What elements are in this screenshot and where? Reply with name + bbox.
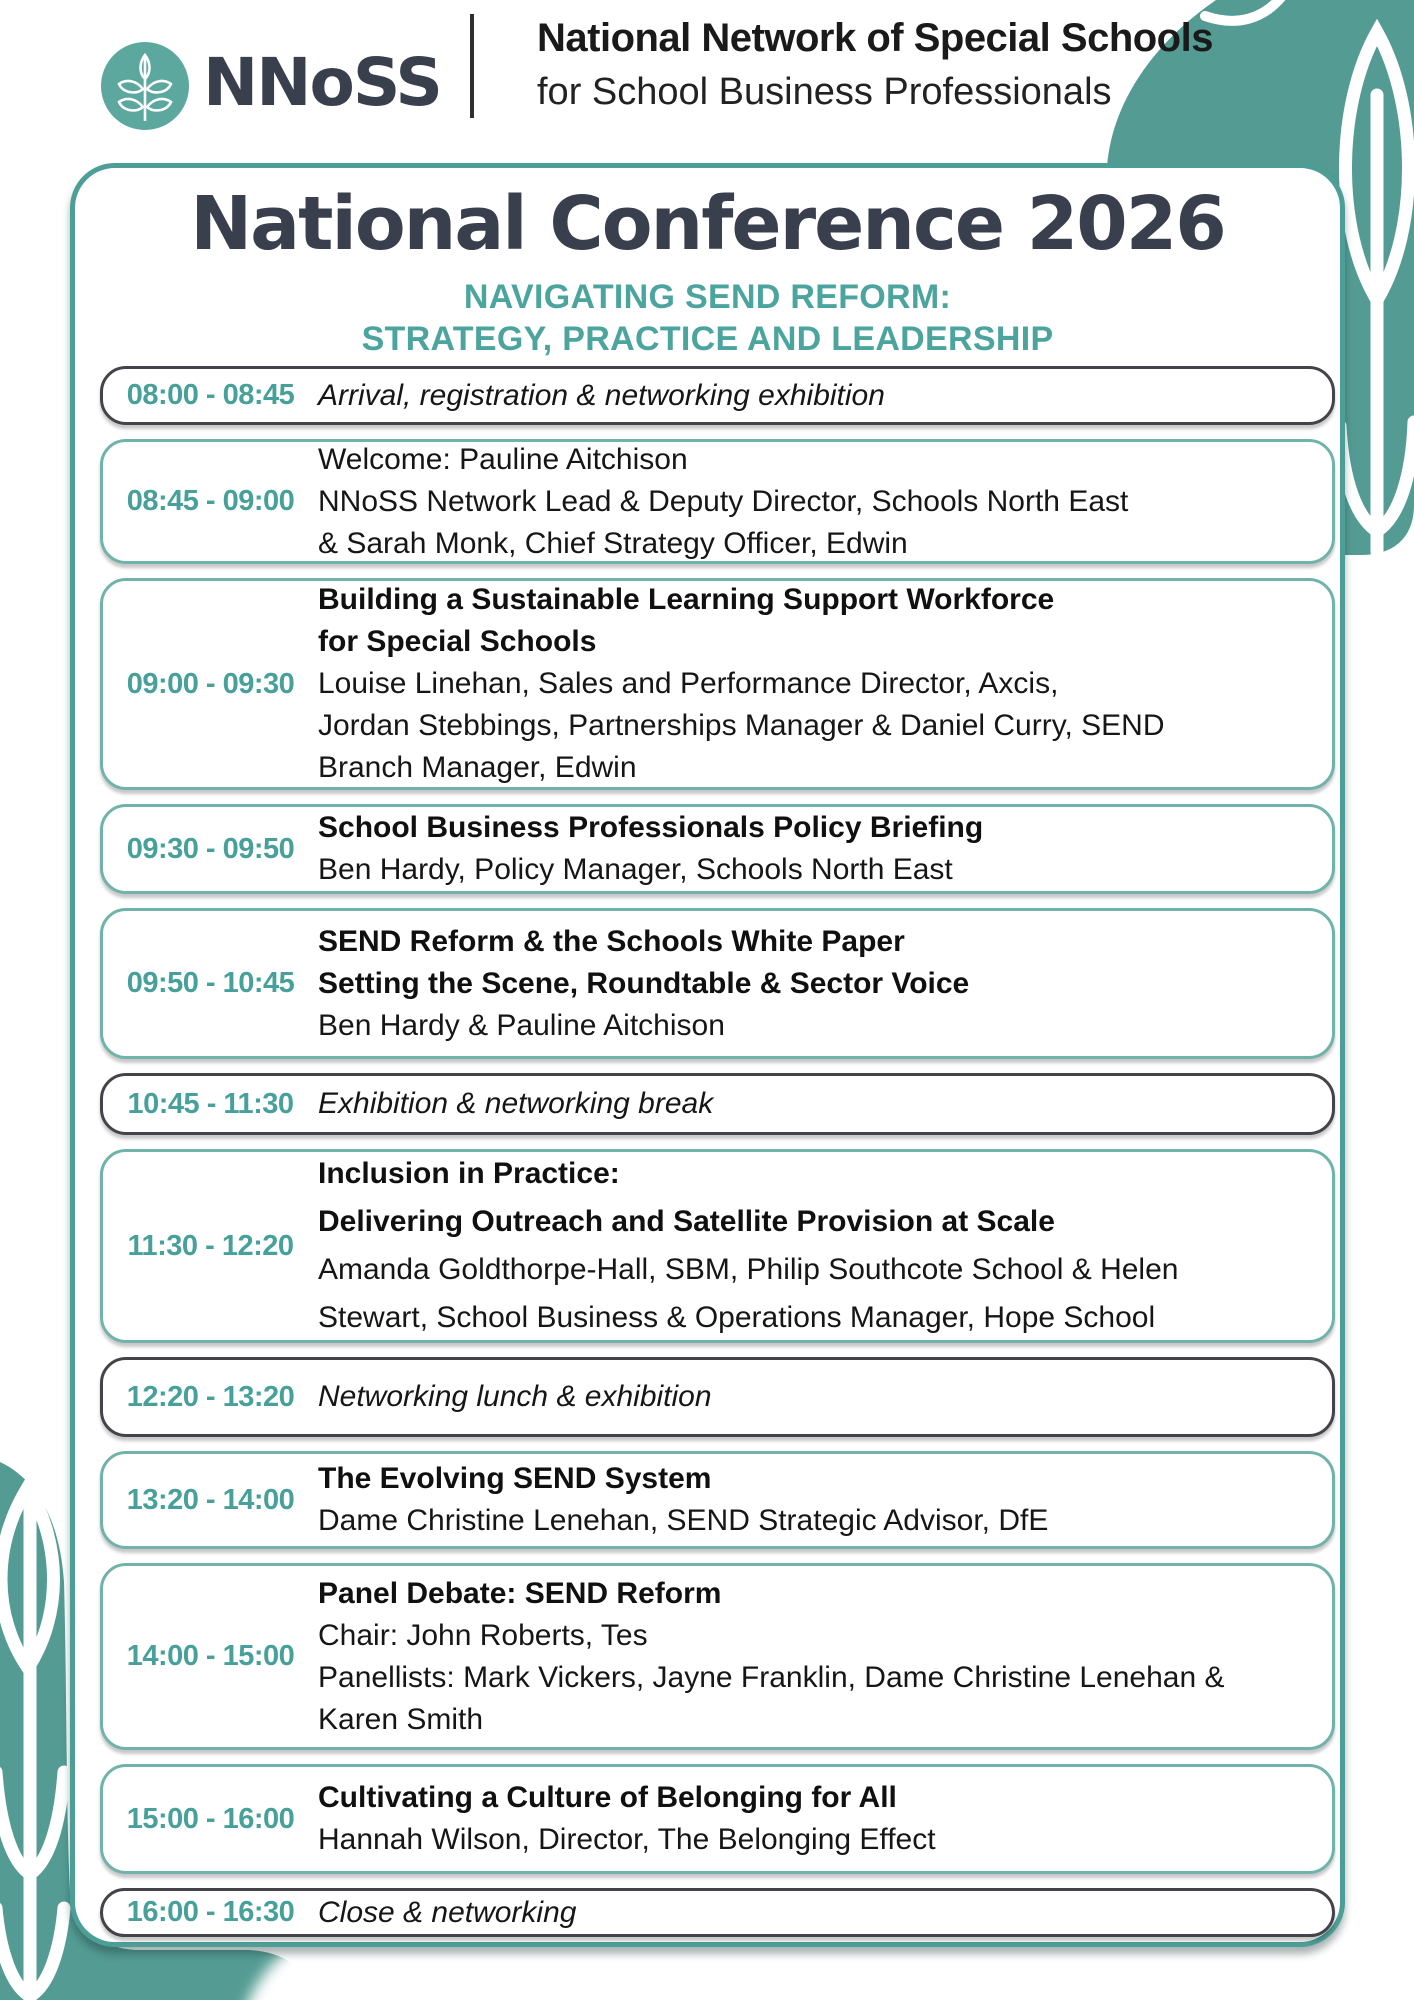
session-details bbox=[318, 1777, 1332, 1861]
schedule-row bbox=[100, 439, 1335, 564]
session-time: 13:20 - 14:00 bbox=[126, 1483, 295, 1516]
organisation-line2: for School Business Professionals bbox=[537, 71, 1112, 113]
schedule-row bbox=[100, 1357, 1335, 1437]
session-title-line: for Special Schools bbox=[318, 625, 597, 658]
session-speaker-line: Ben Hardy, Policy Manager, Schools North East bbox=[318, 853, 953, 886]
conference-subtitle bbox=[75, 276, 1340, 360]
session-speaker-line: Louise Linehan, Sales and Performance Director, Axcis, bbox=[318, 667, 1059, 700]
session-speaker-line: Branch Manager, Edwin bbox=[318, 751, 637, 784]
schedule-row bbox=[100, 1073, 1335, 1135]
session-speaker-line: Ben Hardy & Pauline Aitchison bbox=[318, 1008, 725, 1042]
header-divider bbox=[470, 14, 474, 118]
schedule-row bbox=[100, 1563, 1335, 1750]
session-title-line: The Evolving SEND System bbox=[318, 1462, 712, 1495]
schedule-row bbox=[100, 908, 1335, 1059]
conference-title: National Conference 2026 bbox=[190, 181, 1225, 267]
schedule-row bbox=[100, 1888, 1335, 1937]
session-details bbox=[318, 579, 1332, 789]
session-time: 16:00 - 16:30 bbox=[126, 1896, 295, 1928]
session-details bbox=[318, 807, 1332, 891]
schedule-list bbox=[100, 366, 1335, 1937]
session-speaker-line: Karen Smith bbox=[318, 1702, 484, 1736]
session-speaker-line: Stewart, School Business & Operations Manager, Hope School bbox=[318, 1301, 1156, 1334]
session-speaker-line: Chair: John Roberts, Tes bbox=[318, 1618, 648, 1652]
organisation-line1: National Network of Special Schools bbox=[537, 16, 1213, 60]
session-details bbox=[318, 1892, 1332, 1934]
session-details bbox=[318, 1573, 1332, 1741]
session-title-line: Setting the Scene, Roundtable & Sector Voice bbox=[318, 966, 970, 1000]
nnoss-logo bbox=[101, 42, 189, 130]
session-speaker-line: Amanda Goldthorpe-Hall, SBM, Philip Southcote School & Helen bbox=[318, 1253, 1179, 1286]
session-time: 08:45 - 09:00 bbox=[126, 485, 295, 517]
agenda-card bbox=[70, 163, 1345, 1947]
break-label: Arrival, registration & networking exhibition bbox=[318, 378, 885, 412]
session-details bbox=[318, 375, 1332, 417]
session-speaker-line: Hannah Wilson, Director, The Belonging Effect bbox=[318, 1823, 936, 1856]
session-details bbox=[318, 921, 1332, 1047]
session-speaker-line: Welcome: Pauline Aitchison bbox=[318, 442, 688, 476]
session-speaker-line: Jordan Stebbings, Partnerships Manager & Daniel Curry, SEND bbox=[318, 709, 1165, 742]
schedule-row bbox=[100, 578, 1335, 790]
schedule-row bbox=[100, 366, 1335, 425]
session-speaker-line: Panellists: Mark Vickers, Jayne Franklin, Dame Christine Lenehan & bbox=[318, 1660, 1225, 1694]
session-time: 09:30 - 09:50 bbox=[126, 832, 295, 865]
session-details bbox=[318, 439, 1332, 565]
session-title-line: SEND Reform & the Schools White Paper bbox=[318, 924, 905, 958]
session-time: 14:00 - 15:00 bbox=[126, 1640, 295, 1672]
schedule-row bbox=[100, 1149, 1335, 1343]
logo-wordmark: NNoSS bbox=[203, 44, 441, 121]
break-label: Networking lunch & exhibition bbox=[318, 1380, 712, 1413]
session-title-line: Cultivating a Culture of Belonging for All bbox=[318, 1781, 897, 1814]
session-speaker-line: NNoSS Network Lead & Deputy Director, Schools North East bbox=[318, 484, 1129, 518]
organisation-name bbox=[537, 16, 1213, 114]
session-time: 15:00 - 16:00 bbox=[126, 1802, 295, 1835]
session-details bbox=[318, 1150, 1332, 1342]
plant-icon bbox=[114, 51, 176, 121]
session-time: 11:30 - 12:20 bbox=[127, 1229, 294, 1262]
schedule-row bbox=[100, 1764, 1335, 1874]
break-label: Exhibition & networking break bbox=[318, 1087, 714, 1120]
session-details bbox=[318, 1376, 1332, 1418]
session-time: 09:00 - 09:30 bbox=[126, 667, 295, 700]
session-details bbox=[318, 1083, 1332, 1125]
session-title-line: School Business Professionals Policy Briefing bbox=[318, 811, 984, 844]
session-speaker-line: Dame Christine Lenehan, SEND Strategic Advisor, DfE bbox=[318, 1504, 1049, 1537]
session-title-line: Panel Debate: SEND Reform bbox=[318, 1576, 722, 1610]
session-details bbox=[318, 1458, 1332, 1542]
session-title-line: Building a Sustainable Learning Support Workforce bbox=[318, 583, 1055, 616]
session-title-line: Delivering Outreach and Satellite Provision at Scale bbox=[318, 1205, 1055, 1238]
schedule-row bbox=[100, 804, 1335, 894]
session-time: 12:20 - 13:20 bbox=[126, 1380, 295, 1413]
subtitle-line2: STRATEGY, PRACTICE AND LEADERSHIP bbox=[361, 320, 1054, 358]
session-time: 08:00 - 08:45 bbox=[126, 379, 295, 411]
schedule-row bbox=[100, 1451, 1335, 1549]
break-label: Close & networking bbox=[318, 1895, 577, 1929]
session-time: 10:45 - 11:30 bbox=[127, 1087, 294, 1120]
session-title-line: Inclusion in Practice: bbox=[318, 1157, 620, 1190]
session-time: 09:50 - 10:45 bbox=[126, 967, 295, 999]
subtitle-line1: NAVIGATING SEND REFORM: bbox=[463, 278, 952, 316]
session-speaker-line: & Sarah Monk, Chief Strategy Officer, Edwin bbox=[318, 526, 908, 560]
